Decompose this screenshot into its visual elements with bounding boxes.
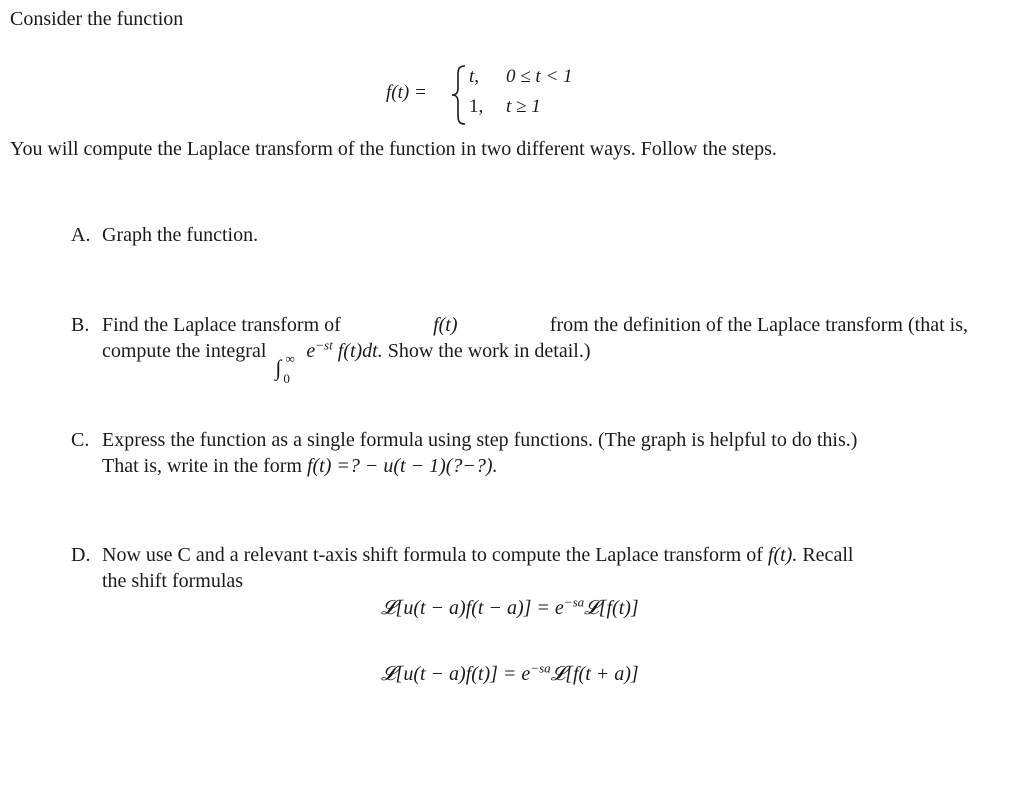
intro-text: Consider the function (10, 8, 184, 30)
part-b-label: B. (71, 314, 90, 336)
left-brace-icon (450, 64, 468, 126)
piecewise-lhs: f(t) = (386, 82, 427, 103)
part-c-formula: f(t) =? − u(t − 1)(?−?). (306, 455, 498, 477)
part-a-label: A. (71, 224, 91, 246)
part-d-label: D. (71, 544, 91, 566)
shift-formula-2-rhs: [f(t + a)] (565, 663, 639, 685)
case2-expression: 1, (469, 96, 484, 117)
shift-formula-1-rhs: [f(t)] (598, 597, 639, 619)
laplace-symbol: 𝓛 (381, 595, 396, 619)
part-d-function: f(t). (767, 544, 798, 566)
integrand-exponent: −st (315, 337, 333, 353)
case1-condition: 0 ≤ t < 1 (506, 66, 573, 87)
part-c-line2-start: That is, write in the form (102, 455, 302, 477)
part-d-line1-end: Recall (802, 544, 854, 566)
part-d-line1-start: Now use C and a relevant t-axis shift formula to compute the Laplace transform of (102, 544, 763, 566)
part-c-line1: Express the function as a single formula using step functions. (The graph is helpful to do this.) (102, 429, 858, 451)
laplace-symbol: 𝓛 (381, 661, 396, 685)
shift-formula-1-exponent: −sa (563, 594, 585, 610)
case2-condition: t ≥ 1 (506, 96, 541, 117)
shift-formula-2-lhs: [u(t − a)f(t)] = e (395, 663, 531, 685)
part-b-line2-start: compute the integral (102, 340, 267, 362)
integrand-base: e (306, 340, 316, 362)
part-c-label: C. (71, 429, 90, 451)
shift-formula-2-exponent: −sa (530, 660, 551, 676)
laplace-symbol: 𝓛 (550, 661, 566, 685)
part-a-text: Graph the function. (102, 224, 259, 246)
part-b-function: f(t) (433, 314, 458, 336)
integral-sign-icon: ∫ (275, 355, 282, 380)
shift-formula-1-lhs: [u(t − a)f(t − a)] = e (395, 597, 564, 619)
part-b-line2-end: Show the work in detail.) (387, 340, 591, 362)
laplace-symbol: 𝓛 (584, 595, 599, 619)
part-b-line1-start: Find the Laplace transform of (102, 314, 341, 336)
part-c-line2 (102, 453, 498, 479)
part-b-line1-end: from the definition of the Laplace transform (that is, (549, 314, 968, 336)
part-b-line1 (102, 312, 968, 338)
shift-formula-2 (381, 660, 639, 687)
integrand-rest: f(t)dt. (337, 340, 383, 362)
part-b-line2: compute the integral ∫ ∞ 0 $e^{-st}$ f(t)dt. Show the work in detail.) (102, 337, 591, 386)
part-d-line1 (102, 542, 853, 568)
instructions-text: You will compute the Laplace transform of the function in two different ways. Follow the steps. (10, 138, 777, 160)
part-d-line2: the shift formulas (102, 570, 244, 592)
shift-formula-1 (381, 594, 639, 621)
case1-expression: t, (469, 66, 480, 87)
